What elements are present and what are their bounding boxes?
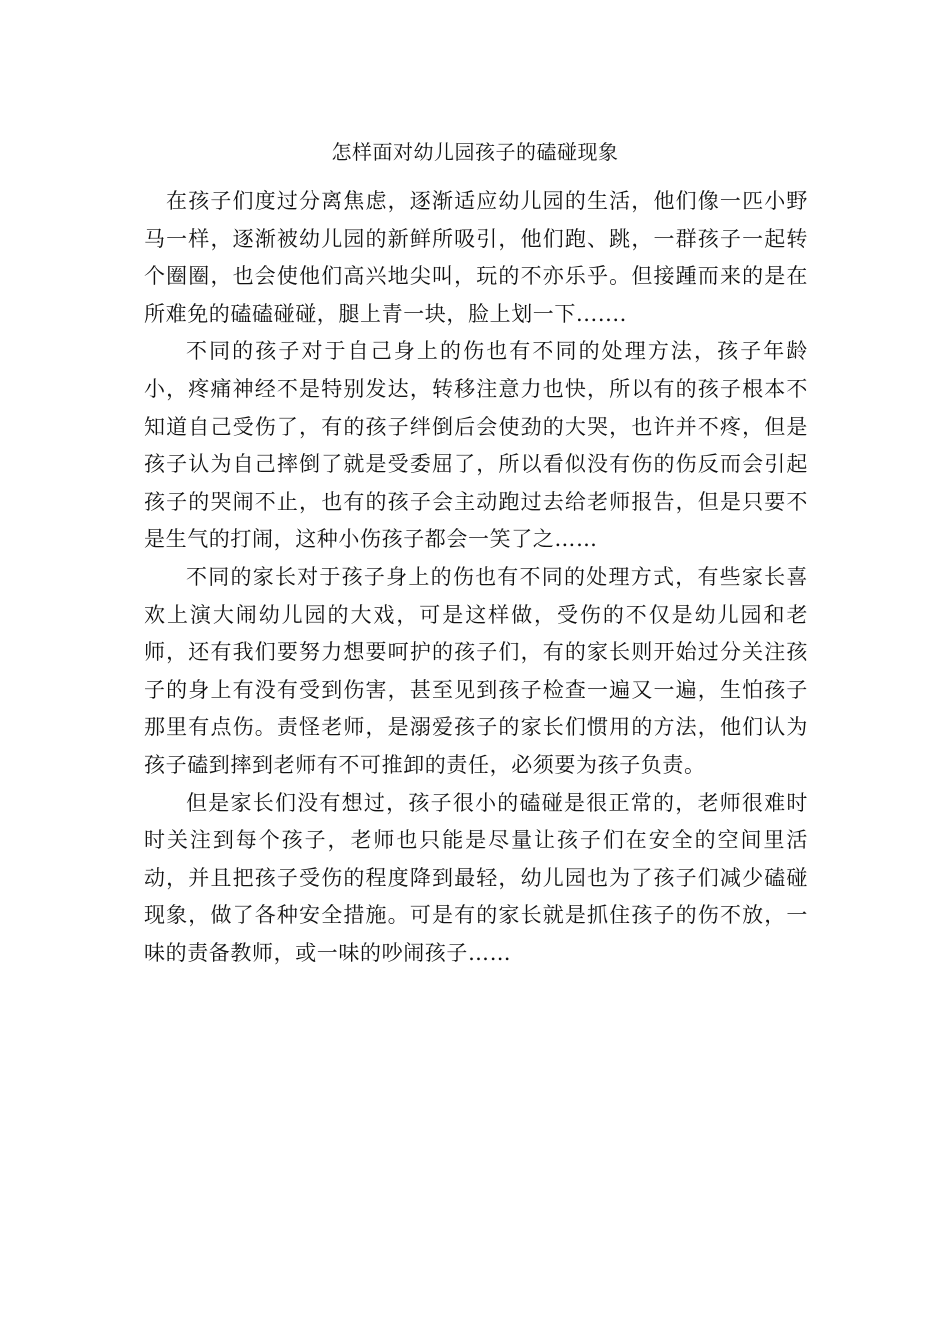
document-title: 怎样面对幼儿园孩子的磕碰现象: [331, 140, 619, 164]
paragraph-4: 但是家长们没有想过，孩子很小的磕碰是很正常的，老师很难时时关注到每个孩子，老师也只能是尽量让孩子们在安全的空间里活动，并且把孩子受伤的程度降到最轻，幼儿园也为了孩子们减少磕碰现象，做了各种安全措施。可是有的家长就是抓住孩子的伤不放，一味的责备教师，或一味的吵闹孩子……: [144, 790, 808, 965]
paragraph-1: 在孩子们度过分离焦虑，逐渐适应幼儿园的生活，他们像一匹小野马一样，逐渐被幼儿园的新鲜所吸引，他们跑、跳，一群孩子一起转个圈圈，也会使他们高兴地尖叫，玩的不亦乐乎。但接踵而来的是在所难免的磕磕碰碰，腿上青一块，脸上划一下.......: [144, 189, 808, 326]
document-body: [144, 183, 808, 972]
paragraph-2: 不同的孩子对于自己身上的伤也有不同的处理方法，孩子年龄小，疼痛神经不是特别发达，转移注意力也快，所以有的孩子根本不知道自己受伤了，有的孩子绊倒后会使劲的大哭，也许并不疼，但是孩子认为自己摔倒了就是受委屈了，所以看似没有伤的伤反而会引起孩子的哭闹不止，也有的孩子会主动跑过去给老师报告，但是只要不是生气的打闹，这种小伤孩子都会一笑了之……: [144, 339, 808, 552]
paragraph-3: 不同的家长对于孩子身上的伤也有不同的处理方式，有些家长喜欢上演大闹幼儿园的大戏，可是这样做，受伤的不仅是幼儿园和老师，还有我们要努力想要呵护的孩子们，有的家长则开始过分关注孩子的身上有没有受到伤害，甚至见到孩子检查一遍又一遍，生怕孩子那里有点伤。责怪老师，是溺爱孩子的家长们惯用的方法，他们认为孩子磕到摔到老师有不可推卸的责任，必须要为孩子负责。: [144, 564, 808, 777]
